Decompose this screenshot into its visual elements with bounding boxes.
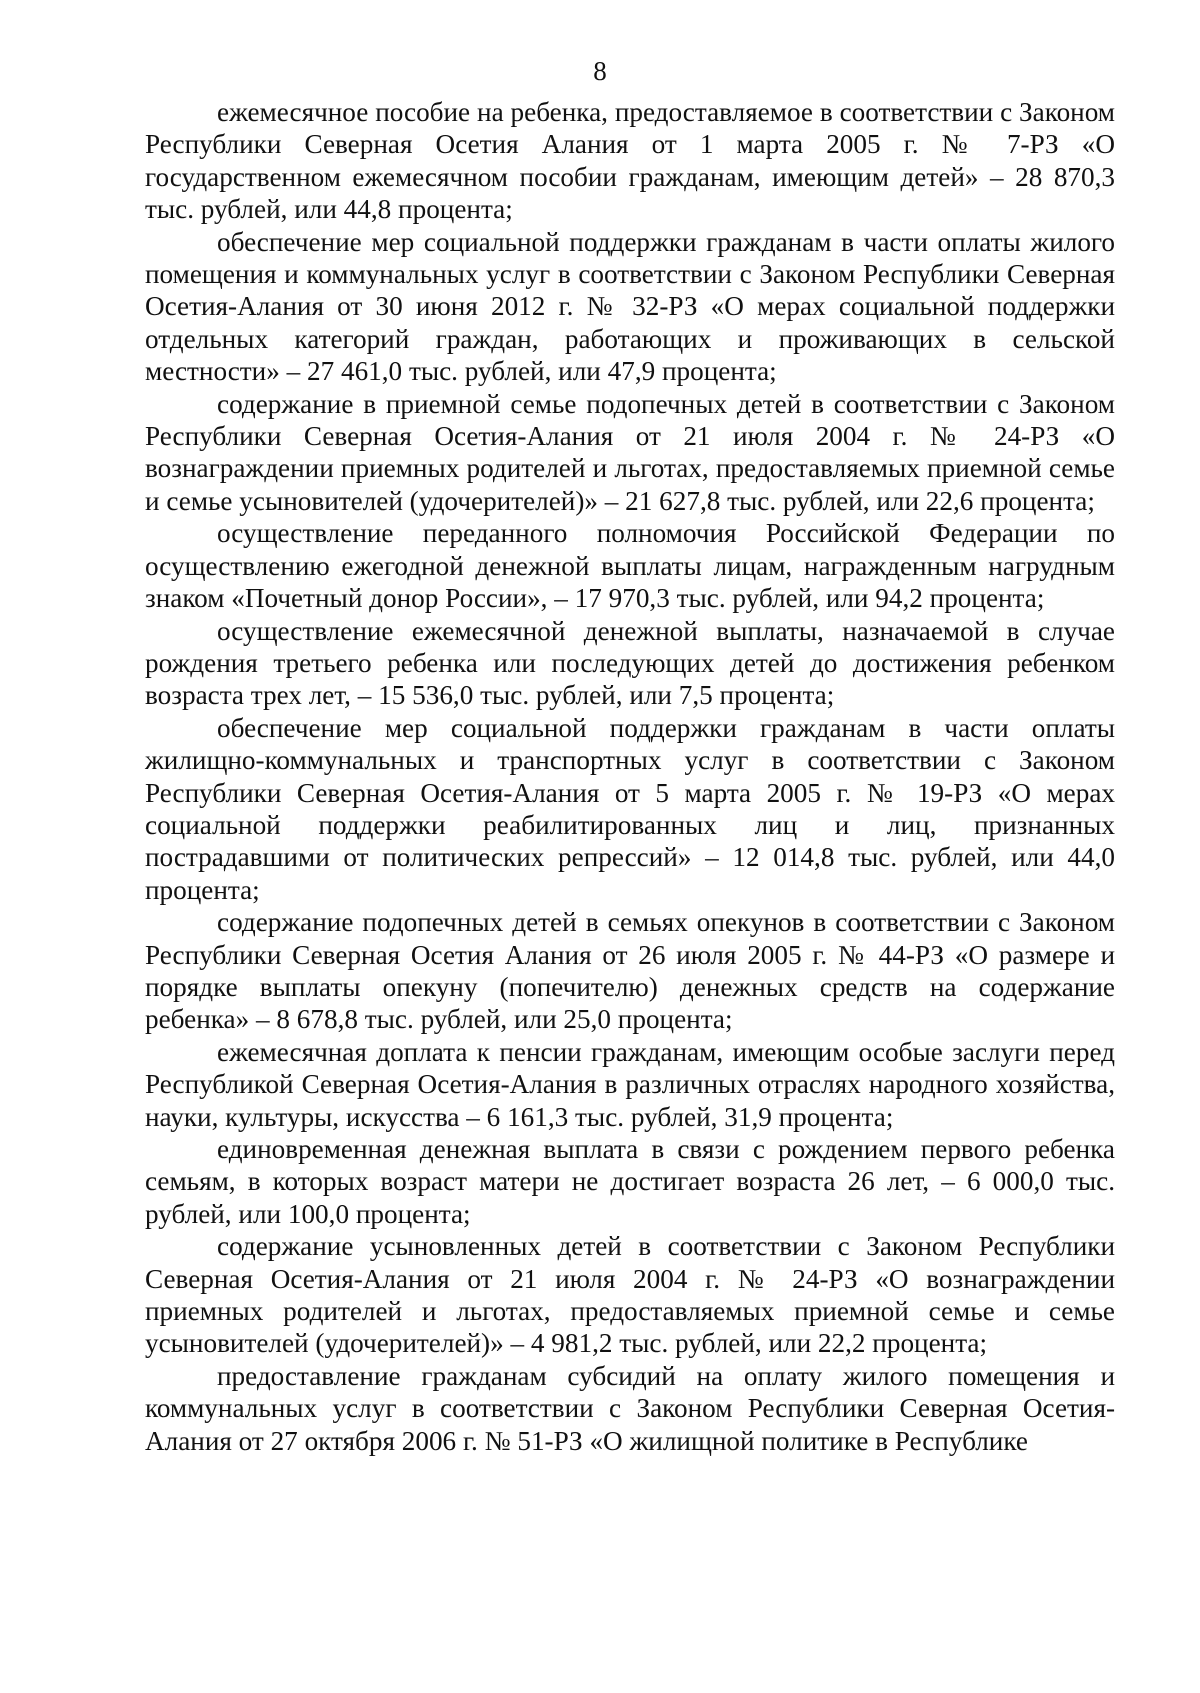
paragraph-foster-family-support: содержание в приемной семье подопечных детей в соответствии с Законом Республики Северная Осетия-Алания от 21 июля 2004 г. № 24-РЗ «О вознаграждении приемных родителей и льготах, предоставляемых приемной семье и семье усыновителей (удочерителей)» – 21 627,8 тыс. рублей, или 22,6 процента;: [145, 388, 1115, 516]
paragraph-monthly-child-allowance: ежемесячное пособие на ребенка, предоставляемое в соответствии с Законом Республики Северная Осетия Алания от 1 марта 2005 г. № 7-РЗ «О государственном ежемесячном пособии гражданам, имеющим детей» – 28 870,3 тыс. рублей, или 44,8 процента;: [145, 97, 1115, 225]
paragraph-first-child-payment: единовременная денежная выплата в связи с рождением первого ребенка семьям, в которых возраст матери не достигает возраста 26 лет, – 6 000,0 тыс. рублей, или 100,0 процента;: [145, 1134, 1115, 1229]
paragraph-third-child-payment: осуществление ежемесячной денежной выплаты, назначаемой в случае рождения третьего ребенка или последующих детей до достижения ребенком возраста трех лет, – 15 536,0 тыс. рублей, или 7,5 процента;: [145, 615, 1115, 711]
document-body: [145, 96, 1115, 1457]
page-number: 8: [593, 56, 607, 86]
paragraph-guardianship-children: содержание подопечных детей в семьях опекунов в соответствии с Законом Республики Северная Осетия Алания от 26 июля 2005 г. № 44-РЗ «О размере и порядке выплаты опекуну (попечителю) денежных средств на содержание ребенка» – 8 678,8 тыс. рублей, или 25,0 процента;: [145, 907, 1115, 1035]
paragraph-housing-subsidies: предоставление гражданам субсидий на оплату жилого помещения и коммунальных услуг в соответствии с Законом Республики Северная Осетия-Алания от 27 октября 2006 г. № 51-РЗ «О жилищной политике в Республике: [145, 1360, 1115, 1456]
paragraph-honorary-donor-payment: осуществление переданного полномочия Российской Федерации по осуществлению ежегодной денежной выплаты лицам, награжденным нагрудным знаком «Почетный донор России», – 17 970,3 тыс. рублей, или 94,2 процента;: [145, 518, 1115, 614]
paragraph-adopted-children: содержание усыновленных детей в соответствии с Законом Республики Северная Осетия-Алания от 21 июля 2004 г. № 24-РЗ «О вознаграждении приемных родителей и льготах, предоставляемых приемной семье и семье усыновителей (удочерителей)» – 4 981,2 тыс. рублей, или 22,2 процента;: [145, 1231, 1115, 1359]
paragraph-pension-supplement: ежемесячная доплата к пенсии гражданам, имеющим особые заслуги перед Республикой Северная Осетия-Алания в различных отраслях народного хозяйства, науки, культуры, искусства – 6 161,3 тыс. рублей, 31,9 процента;: [145, 1036, 1115, 1132]
paragraph-rehabilitated-persons-support: обеспечение мер социальной поддержки гражданам в части оплаты жилищно-коммунальных и транспортных услуг в соответствии с Законом Республики Северная Осетия-Алания от 5 марта 2005 г. № 19-РЗ «О мерах социальной поддержки реабилитированных лиц и лиц, признанных пострадавшими от политических репрессий» – 12 014,8 тыс. рублей, или 44,0 процента;: [145, 712, 1115, 905]
paragraph-housing-support-rural: обеспечение мер социальной поддержки гражданам в части оплаты жилого помещения и коммунальных услуг в соответствии с Законом Республики Северная Осетия-Алания от 30 июня 2012 г. № 32-РЗ «О мерах социальной поддержки отдельных категорий граждан, работающих и проживающих в сельской местности» – 27 461,0 тыс. рублей, или 47,9 процента;: [145, 226, 1115, 387]
